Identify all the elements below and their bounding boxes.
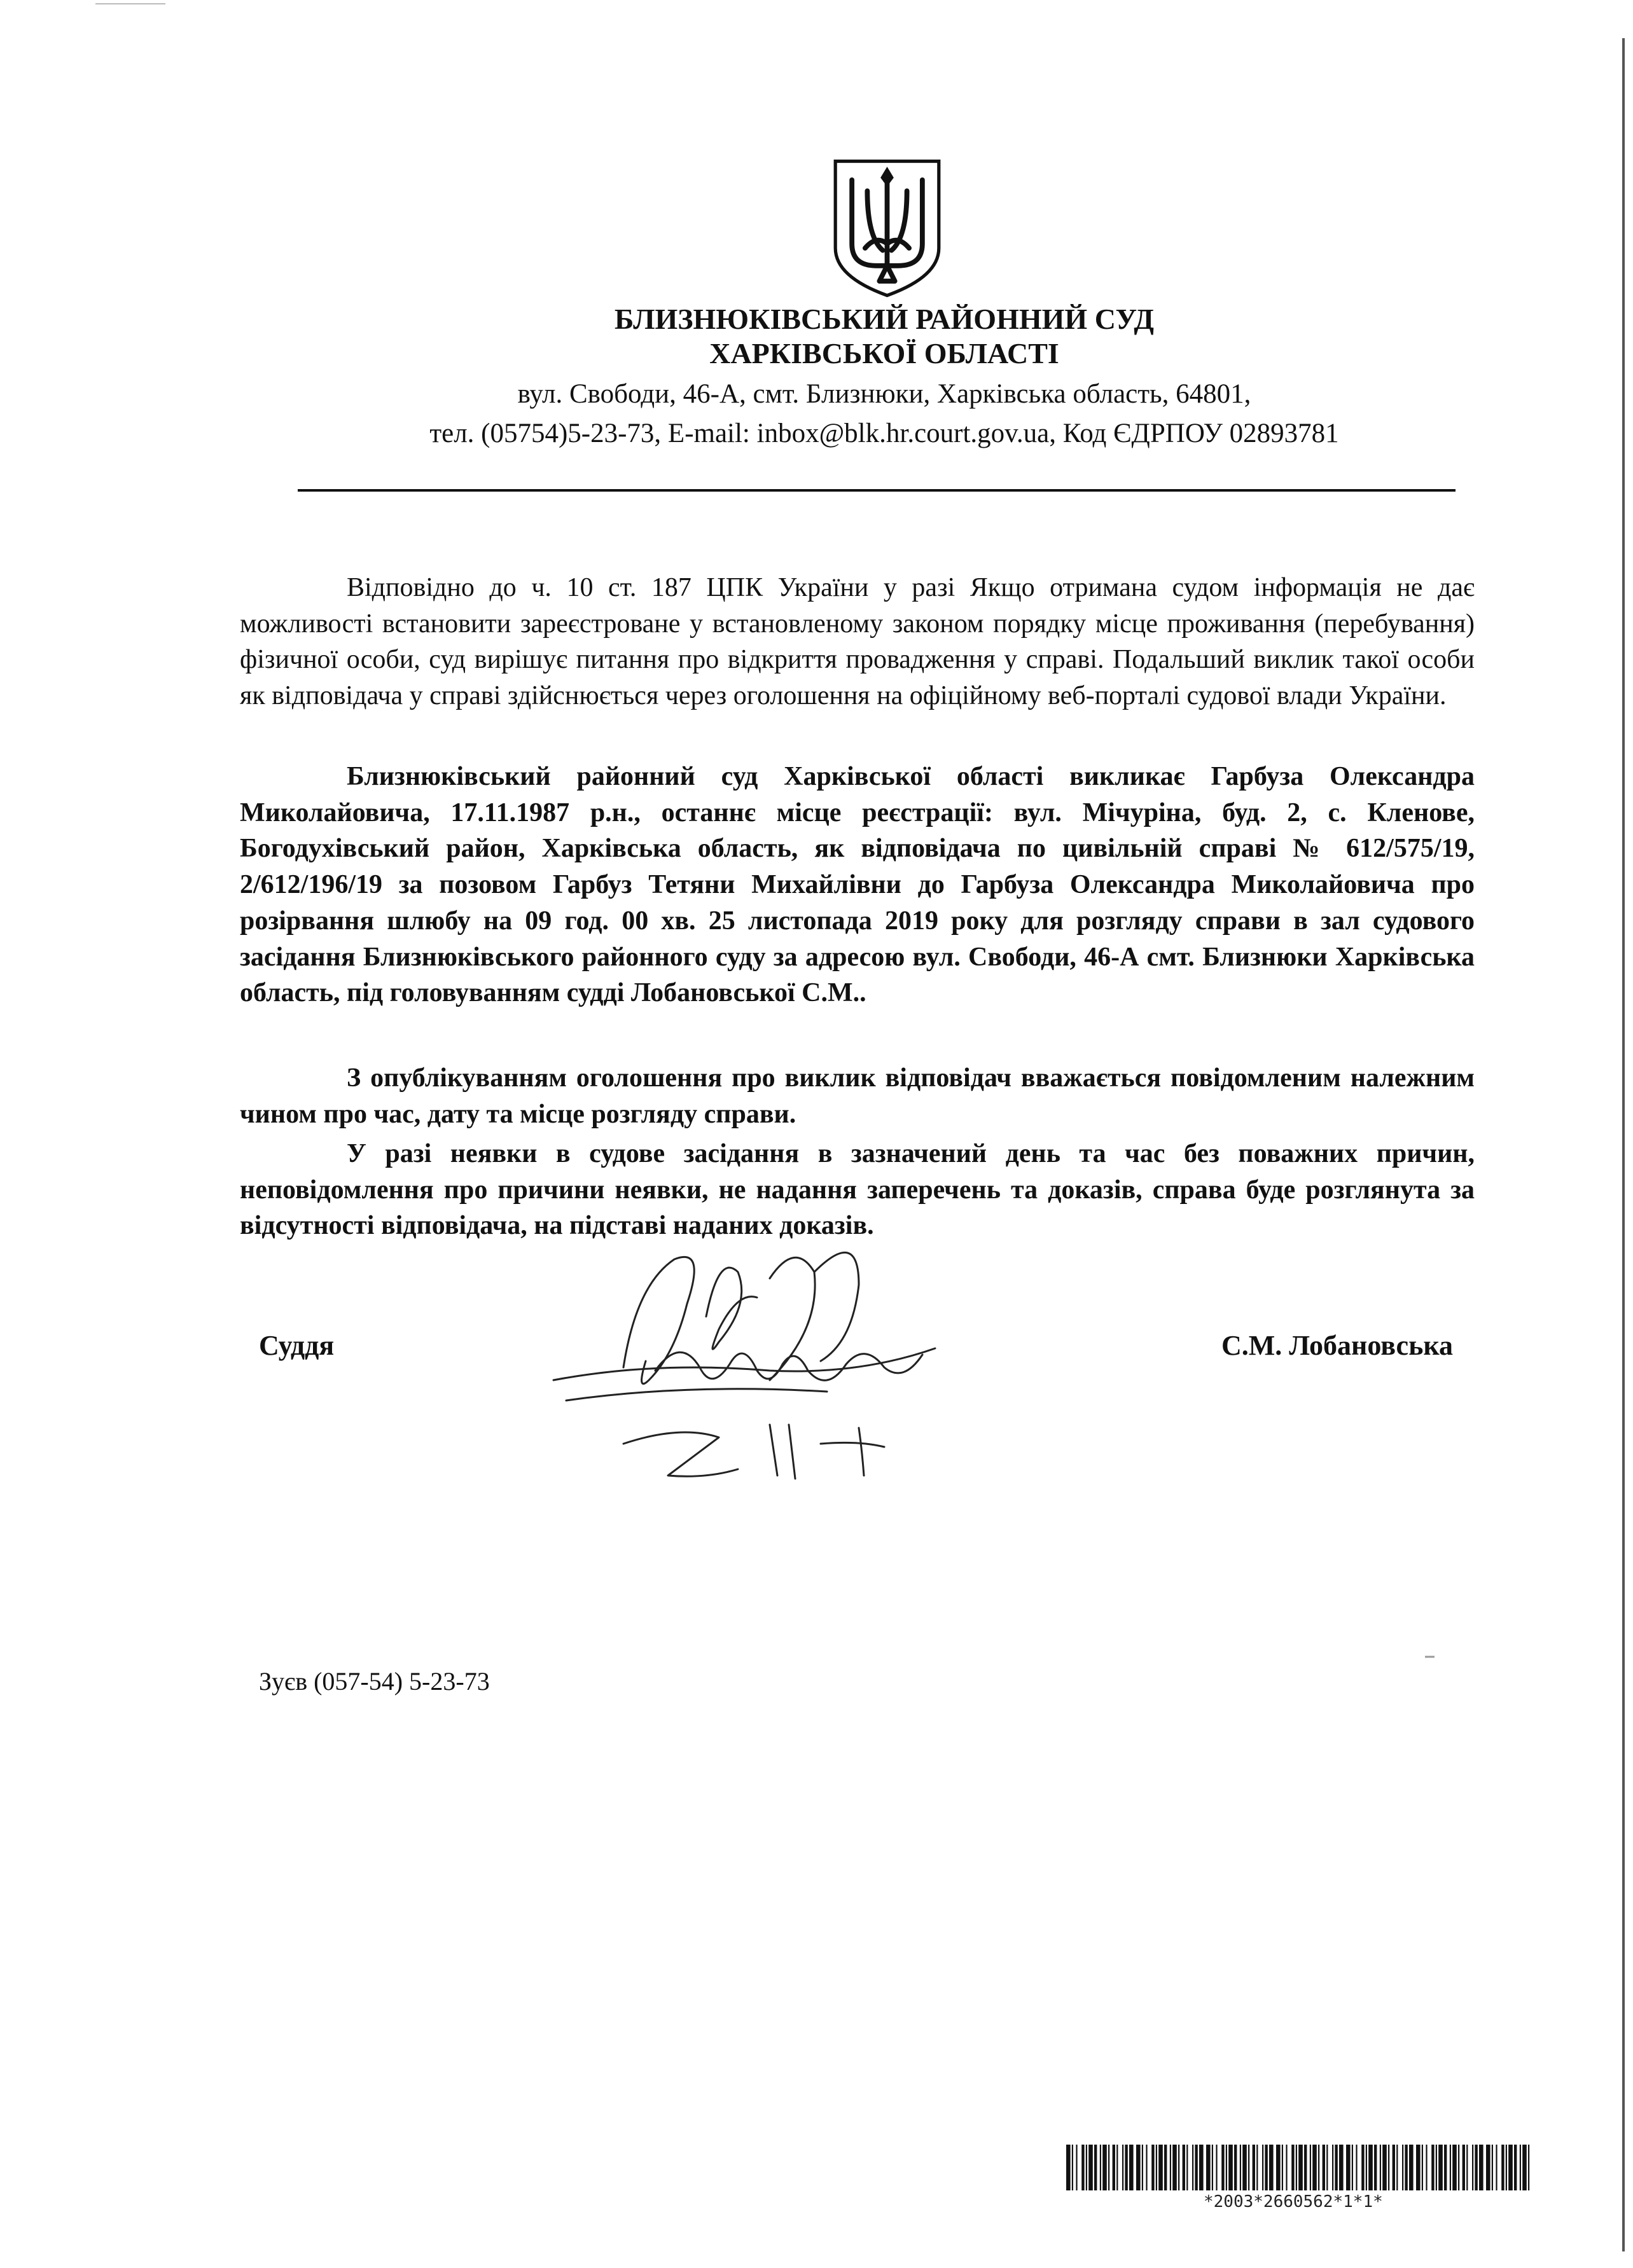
paragraph-consequences-text: У разі неявки в судове засідання в зазначений день та час без поважних причин, неповідомлення про причини неявки, не надання заперечень та доказів, справа буде розглянута за відсутності відповідача, на підставі наданих доказів.: [240, 1139, 1475, 1241]
judge-name: С.М. Лобановська: [1221, 1330, 1454, 1361]
document-barcode: [1066, 2145, 1532, 2190]
barcode-number: *2003*2660562*1*1*: [1204, 2192, 1383, 2211]
court-address: вул. Свободи, 46-А, смт. Близнюки, Харківська область, 64801,: [517, 379, 1251, 409]
paragraph-summons: [240, 759, 1475, 1011]
paragraph-legal-basis-text: Відповідно до ч. 10 ст. 187 ЦПК України у разі Якщо отримана судом інформація не дає можливості встановити зареєстроване у встановленому законом порядку місце проживання (перебування) фізичної особи, суд вирішує питання про відкриття провадження у справі. Подальший виклик такої особи як відповідача у справі здійснюється через оголошення на офіційному веб-порталі судової влади України.: [240, 573, 1475, 711]
judge-title: Суддя: [259, 1330, 335, 1361]
paragraph-legal-basis: [240, 570, 1475, 714]
executor-contact: Зуєв (057-54) 5-23-73: [259, 1667, 490, 1696]
coat-of-arms-icon: [832, 158, 942, 299]
court-name: БЛИЗНЮКІВСЬКИЙ РАЙОННИЙ СУД: [614, 303, 1155, 335]
paragraph-notice: [240, 1060, 1475, 1132]
judge-signature: [528, 1234, 986, 1507]
letterhead-divider: [298, 488, 1456, 492]
paragraph-consequences: [240, 1136, 1475, 1244]
court-region: ХАРКІВСЬКОЇ ОБЛАСТІ: [709, 337, 1059, 370]
paragraph-notice-text: З опублікуванням оголошення про виклик відповідач вважається повідомленим належним чином про час, дату та місце розгляду справи.: [240, 1063, 1475, 1129]
paragraph-summons-text: Близнюківський районний суд Харківської області викликає Гарбуза Олександра Миколайовича, 17.11.1987 р.н., останнє місце реєстрації: вул. Мічуріна, буд. 2, с. Кленове, Богодухівський район, Харківська область, як відповідача по цивільній справі № 612/575/19, 2/612/196/19 за позовом Гарбуз Тетяни Михайлівни до Гарбуза Олександра Миколайовича про розірвання шлюбу на 09 год. 00 хв. 25 листопада 2019 року для розгляду справи в зал судового засідання Близнюківського районного суду за адресою вул. Свободи, 46-А смт. Близнюки Харківська область, під головуванням судді Лобановської С.М..: [240, 762, 1475, 1008]
court-contact-details: тел. (05754)5-23-73, E-mail: inbox@blk.hr.court.gov.ua, Код ЄДРПОУ 02893781: [429, 418, 1339, 448]
